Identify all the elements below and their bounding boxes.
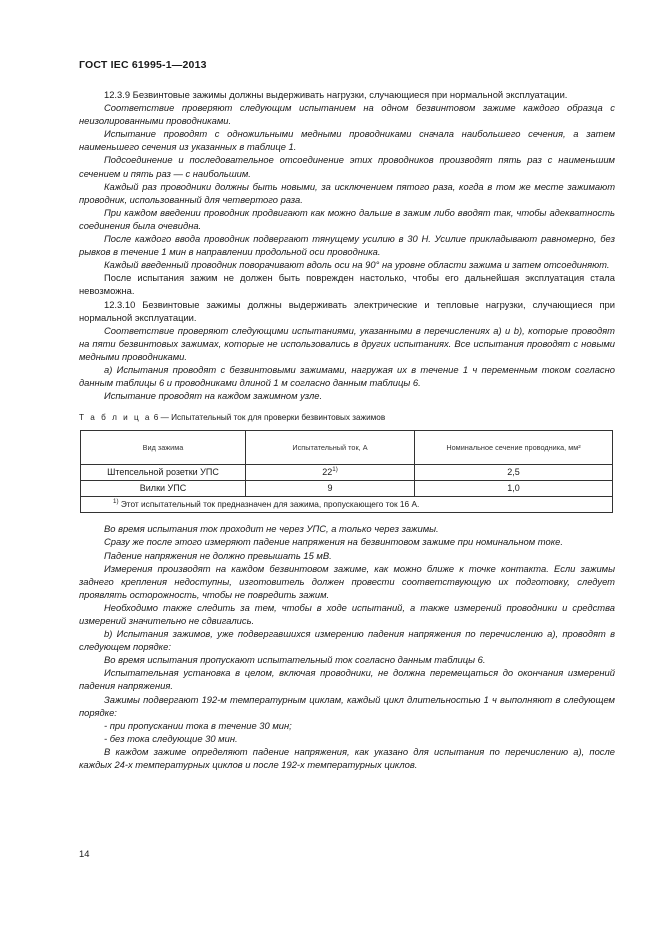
table-cell: 9 <box>246 481 415 497</box>
table-row <box>81 465 613 481</box>
column-header-cross-section: Номинальное сечение проводника, мм² <box>415 431 613 465</box>
paragraph: Зажимы подвергают 192-м температурным циклам, каждый цикл длительностью 1 ч выполняют в следующем порядке: <box>79 693 615 718</box>
paragraph: 12.3.10 Безвинтовые зажимы должны выдерживать электрические и тепловые нагрузки, случающиеся при нормальной эксплуатации. <box>79 298 615 323</box>
table-cell: Вилки УПС <box>81 481 246 497</box>
paragraph: Соответствие проверяют следующим испытанием на одном безвинтовом зажиме каждого образца с неизолированными проводниками. <box>79 102 615 127</box>
table-footnote <box>81 497 613 513</box>
paragraph: Во время испытания пропускают испытательный ток согласно данным таблицы 6. <box>104 654 486 666</box>
footnote-mark: 1) <box>113 498 119 506</box>
paragraph: Соответствие проверяют следующими испытаниями, указанными в перечислениях а) и b), которые проводят на пяти безвинтовых зажимах, которые не использовались в других испытаниях. Все испытания проводят с новыми медными проводниками. <box>79 324 615 362</box>
table-cell: 2,5 <box>415 465 613 481</box>
paragraph: Падение напряжения не должно превышать 15 мВ. <box>104 549 332 561</box>
paragraph: Сразу же после этого измеряют падение напряжения на безвинтовом зажиме при номинальном токе. <box>104 536 563 548</box>
table-caption-label: Т а б л и ц а <box>79 413 152 423</box>
paragraph: Испытательная установка в целом, включая проводники, не должна перемещаться до окончания измерений падения напряжения. <box>79 667 615 692</box>
paragraph: 12.3.9 Безвинтовые зажимы должны выдерживать нагрузки, случающиеся при нормальной эксплуатации. <box>104 89 568 100</box>
table-footnote-row <box>81 497 613 513</box>
table-caption-number: 6 <box>153 413 159 423</box>
table-header-row <box>81 431 613 465</box>
paragraph: Необходимо также следить за тем, чтобы в ходе испытаний, а также измерений проводники и средства измерений значительно не сдвигались. <box>79 601 615 626</box>
paragraph: В каждом зажиме определяют падение напряжения, как указано для испытания по перечислению а), после каждых 24-х температурных циклов и после 192-х температурных циклов. <box>79 745 615 771</box>
page-number: 14 <box>79 848 90 859</box>
column-header-test-current: Испытательный ток, А <box>246 431 415 465</box>
document-header: ГОСТ IEC 61995-1—2013 <box>79 59 207 71</box>
table-cell <box>246 465 415 481</box>
paragraph: Испытание проводят с одножильными медными проводниками сначала наибольшего сечения, а затем наименьшего сечения из указанных в таблице 1. <box>79 128 615 153</box>
paragraph: При каждом введении проводник продвигают как можно дальше в зажим либо вводят так, чтобы адекватность соединения была очевидна. <box>79 206 615 231</box>
paragraph: Подсоединение и последовательное отсоединение этих проводников производят пять раз с наименьшим сечением и пять раз — с наибольшим. <box>79 154 615 179</box>
paragraph: b) Испытания зажимов, уже подвергавшихся измерению падения напряжения по перечислению а), проводят в следующем порядке: <box>79 628 615 653</box>
table-cell: 1,0 <box>415 481 613 497</box>
text-block-top <box>79 88 615 402</box>
paragraph: Каждый раз проводники должны быть новыми, за исключением пятого раза, когда в том же месте зажимают проводник, использованный для четвертого раза. <box>79 180 615 205</box>
paragraph: После испытания зажим не должен быть поврежден настолько, чтобы его дальнейшая эксплуатация стала невозможна. <box>79 272 615 297</box>
page-content <box>79 88 615 771</box>
paragraph: Испытание проводят на каждом зажимном узле. <box>104 390 323 402</box>
table-caption <box>79 411 615 424</box>
footnote-ref: 1) <box>332 466 338 474</box>
column-header-terminal-type: Вид зажима <box>81 431 246 465</box>
paragraph: а) Испытания проводят с безвинтовыми зажимами, нагружая их в течение 1 ч переменным током согласно данным таблицы 6 и проводниками длиной 1 м согласно данным таблицы 6. <box>79 363 615 389</box>
table-caption-text: — Испытательный ток для проверки безвинтовых зажимов <box>160 413 386 423</box>
table-cell: Штепсельной розетки УПС <box>81 465 246 481</box>
list-item: - при пропускании тока в течение 30 мин; <box>104 719 292 731</box>
table-cell-value: 22 <box>322 467 333 478</box>
table-row <box>81 481 613 497</box>
paragraph: Измерения производят на каждом безвинтовом зажиме, как можно ближе к точке контакта. Если зажимы заднего крепления недоступны, изготовитель должен провести соответствующую их подготовку, следует проявлять осторожность, чтобы не повредить зажим. <box>79 562 615 600</box>
footnote-text: Этот испытательный ток предназначен для зажима, пропускающего ток 16 А. <box>120 499 420 510</box>
list-item: - без тока следующие 30 мин. <box>104 732 238 744</box>
test-current-table <box>80 430 613 513</box>
paragraph: Во время испытания ток проходит не через УПС, а только через зажимы. <box>104 523 439 535</box>
text-block-bottom <box>79 522 615 771</box>
paragraph: Каждый введенный проводник поворачивают вдоль оси на 90° на уровне области зажима и затем отсоединяют. <box>104 259 610 271</box>
paragraph: После каждого ввода проводник подвергают тянущему усилию в 30 Н. Усилие прикладывают равномерно, без рывков в течение 1 мин в направлении продольной оси проводника. <box>79 233 615 258</box>
